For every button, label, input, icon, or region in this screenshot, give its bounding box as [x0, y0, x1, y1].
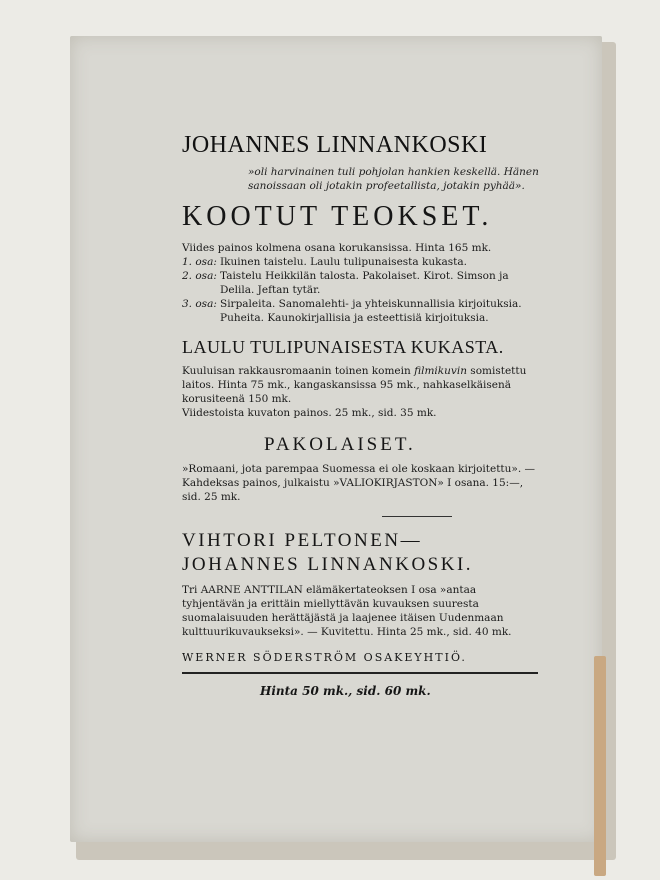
laulu-text-a: Kuuluisan rakkausromaanin toinen komein	[182, 365, 415, 377]
item-text: Sirpaleita. Sanomalehti- ja yhteiskunnallisia kirjoituksia. Puheita. Kaunokirjallisia ja esteettisiä kirjoituksia.	[220, 298, 522, 324]
laulu-text-emph: filmikuvin	[414, 365, 467, 377]
publisher-name: WERNER SÖDERSTRÖM OSAKEYHTIÖ.	[182, 651, 467, 664]
kootut-item-2	[182, 269, 538, 297]
kootut-teokset-heading: KOOTUT TEOKSET.	[182, 201, 493, 232]
laulu-edition: Viidestoista kuvaton painos. 25 mk., sid. 35 mk.	[182, 407, 437, 419]
kootut-item-1	[182, 255, 538, 269]
item-label: 2. osa:	[182, 270, 217, 282]
laulu-description	[182, 364, 538, 406]
price-divider	[182, 672, 538, 674]
author-quote: »oli harvinainen tuli pohjolan hankien keskellä. Hänen sanoissaan oli jotakin profeetallista, jotakin pyhää».	[248, 166, 539, 192]
item-label: 3. osa:	[182, 298, 217, 310]
vihtori-description: Tri AARNE ANTTILAN elämäkertateoksen I osa »antaa tyhjentävän ja erittäin miellyttävän kuvauksen suuresta suomalaisuuden herättäjästä ja laajenee itäisen Uudenmaan kulttuurikuvaukseksi». — Kuvitettu. Hinta 25 mk., sid. 40 mk.	[182, 584, 512, 638]
author-heading: JOHANNES LINNANKOSKI	[182, 132, 488, 158]
pakolaiset-heading: PAKOLAISET.	[264, 434, 416, 455]
vihtori-heading-line2: JOHANNES LINNANKOSKI.	[182, 554, 474, 575]
item-text: Taistelu Heikkilän talosta. Pakolaiset. Kirot. Simson ja Delila. Jeftan tytär.	[220, 270, 509, 296]
kootut-item-3	[182, 297, 538, 325]
kootut-intro: Viides painos kolmena osana korukansissa. Hinta 165 mk.	[182, 242, 492, 254]
cover-worn-edge	[594, 656, 606, 876]
vihtori-heading-line1: VIHTORI PELTONEN—	[182, 530, 423, 551]
item-label: 1. osa:	[182, 256, 217, 268]
section-divider	[382, 516, 452, 517]
cover-text	[112, 98, 539, 698]
book-price: Hinta 50 mk., sid. 60 mk.	[260, 684, 431, 698]
laulu-text-c: somistettu laitos. Hinta 75 mk., kangaskansissa 95 mk., nahkaselkäisenä korusiteenä 150 mk.	[182, 365, 527, 405]
laulu-heading: LAULU TULIPUNAISESTA KUKASTA.	[182, 337, 504, 357]
pakolaiset-description: »Romaani, jota parempaa Suomessa ei ole koskaan kirjoitettu». — Kahdeksas painos, julkaistu »VALIOKIRJASTON» I osana. 15:—, sid. 25 mk.	[182, 463, 535, 503]
item-text: Ikuinen taistelu. Laulu tulipunaisesta kukasta.	[220, 256, 467, 268]
